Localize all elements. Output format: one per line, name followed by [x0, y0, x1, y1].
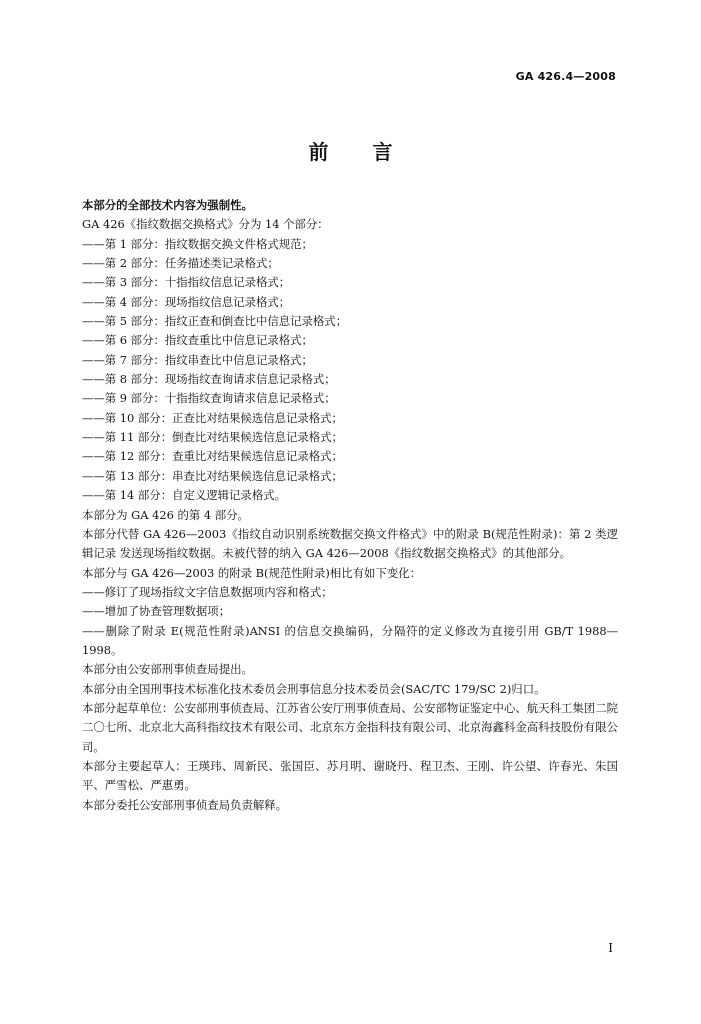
list-item: ——第 13 部分：串查比对结果候选信息记录格式；	[82, 468, 343, 483]
list-item: ——第 7 部分：指纹串查比中信息记录格式；	[82, 352, 313, 367]
intro-paragraph: GA 426《指纹数据交换格式》分为 14 个部分：	[82, 217, 329, 232]
list-item: ——第 10 部分：正查比对结果候选信息记录格式；	[82, 410, 343, 425]
title-char-1: 前	[308, 140, 329, 164]
replaces-paragraph: 本部分代替 GA 426—2003《指纹自动识别系统数据交换文件格式》中的附录 B(规范性附录)：第 2 类逻辑记录 发送现场指纹数据。未被代替的纳入 GA 426—2008《指纹数据交换格式》的其他部分。	[82, 526, 618, 561]
list-item: ——第 5 部分：指纹正查和倒查比中信息记录格式；	[82, 314, 348, 329]
list-item: ——增加了协查管理数据项；	[82, 604, 231, 619]
page-number: I	[608, 941, 613, 955]
parts-list	[82, 235, 618, 506]
standard-code: GA 426.4—2008	[515, 70, 616, 83]
list-item: ——第 1 部分：指纹数据交换文件格式规范；	[82, 236, 313, 251]
list-item: ——第 9 部分：十指指纹查询请求信息记录格式；	[82, 391, 336, 406]
list-item: ——修订了现场指纹文字信息数据项内容和格式；	[82, 584, 333, 599]
this-part-paragraph: 本部分为 GA 426 的第 4 部分。	[82, 507, 249, 522]
changes-intro-paragraph: 本部分与 GA 426—2003 的附录 B(规范性附录)相比有如下变化：	[82, 565, 422, 580]
list-item: ——第 12 部分：查重比对结果候选信息记录格式；	[82, 449, 343, 464]
list-item: ——第 3 部分：十指指纹信息记录格式；	[82, 275, 291, 290]
list-item: ——第 4 部分：现场指纹信息记录格式；	[82, 294, 291, 309]
mandatory-note: 本部分的全部技术内容为强制性。	[82, 198, 253, 212]
list-item: ——第 6 部分：指纹查重比中信息记录格式；	[82, 333, 313, 348]
managed-by-paragraph: 本部分由全国刑事技术标准化技术委员会刑事信息分技术委员会(SAC/TC 179/SC 2)归口。	[82, 681, 546, 696]
drafters-paragraph: 本部分主要起草人：王瑛玮、周新民、张国臣、苏月明、谢晓丹、程卫杰、王刚、许公望、许春光、朱国平、严雪松、严惠勇。	[82, 758, 618, 793]
list-item: ——第 8 部分：现场指纹查询请求信息记录格式；	[82, 372, 336, 387]
title-char-2: 言	[372, 140, 393, 164]
list-item: ——第 11 部分：倒查比对结果候选信息记录格式；	[82, 430, 343, 445]
page-title	[0, 136, 701, 165]
list-item: ——第 14 部分：自定义逻辑记录格式。	[82, 488, 286, 503]
list-item: ——第 2 部分：任务描述类记录格式；	[82, 256, 279, 271]
interpretation-paragraph: 本部分委托公安部刑事侦查局负责解释。	[82, 797, 288, 812]
proposed-by-paragraph: 本部分由公安部刑事侦查局提出。	[82, 662, 253, 677]
list-item: ——删除了附录 E(规范性附录)ANSI 的信息交换编码，分隔符的定义修改为直接引用 GB/T 1988—1998。	[82, 623, 618, 657]
drafting-units-paragraph: 本部分起草单位：公安部刑事侦查局、江苏省公安厅刑事侦查局、公安部物证鉴定中心、航天科工集团二院二〇七所、北京北大高科指纹技术有限公司、北京东方金指科技有限公司、北京海鑫科金高科技股份有限公司。	[82, 700, 618, 754]
changes-list	[82, 583, 618, 660]
foreword-body	[82, 196, 618, 815]
